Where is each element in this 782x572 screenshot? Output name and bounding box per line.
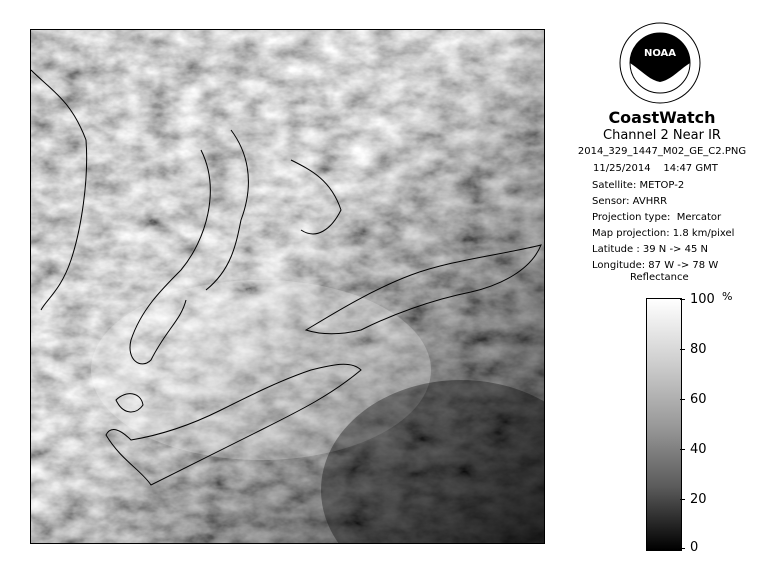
colorbar-tick (680, 299, 685, 300)
datetime: 11/25/2014 14:47 GMT (593, 163, 718, 174)
colorbar-tick-label: 0 (690, 540, 699, 555)
satellite: Satellite: METOP-2 (592, 180, 685, 191)
projection-type: Projection type: Mercator (592, 212, 722, 223)
colorbar-unit: % (722, 290, 733, 303)
colorbar-tick (680, 499, 685, 500)
colorbar-tick-label: 80 (690, 342, 707, 357)
longitude-range: Longitude: 87 W -> 78 W (592, 260, 719, 271)
sensor: Sensor: AVHRR (592, 196, 668, 207)
colorbar-tick-label: 100 (690, 292, 715, 307)
noaa-seal-icon (619, 22, 701, 104)
colorbar-tick-label: 20 (690, 492, 707, 507)
file-name: 2014_329_1447_M02_GE_C2.PNG (577, 146, 747, 157)
colorbar-tick-label: 40 (690, 442, 707, 457)
colorbar-tick (680, 548, 685, 549)
channel-label: Channel 2 Near IR (603, 128, 721, 143)
colorbar-tick-label: 60 (690, 392, 707, 407)
colorbar-tick (680, 449, 685, 450)
satellite-image (30, 29, 545, 544)
latitude-range: Latitude : 39 N -> 45 N (592, 244, 708, 255)
colorbar-tick (680, 349, 685, 350)
colorbar-tick (680, 399, 685, 400)
brand-title: CoastWatch (608, 108, 716, 127)
logo-text: NOAA (643, 48, 677, 59)
colorbar-title: Reflectance (630, 272, 689, 283)
reflectance-map (31, 30, 544, 543)
map-projection: Map projection: 1.8 km/pixel (592, 228, 735, 239)
reflectance-colorbar (646, 298, 682, 551)
